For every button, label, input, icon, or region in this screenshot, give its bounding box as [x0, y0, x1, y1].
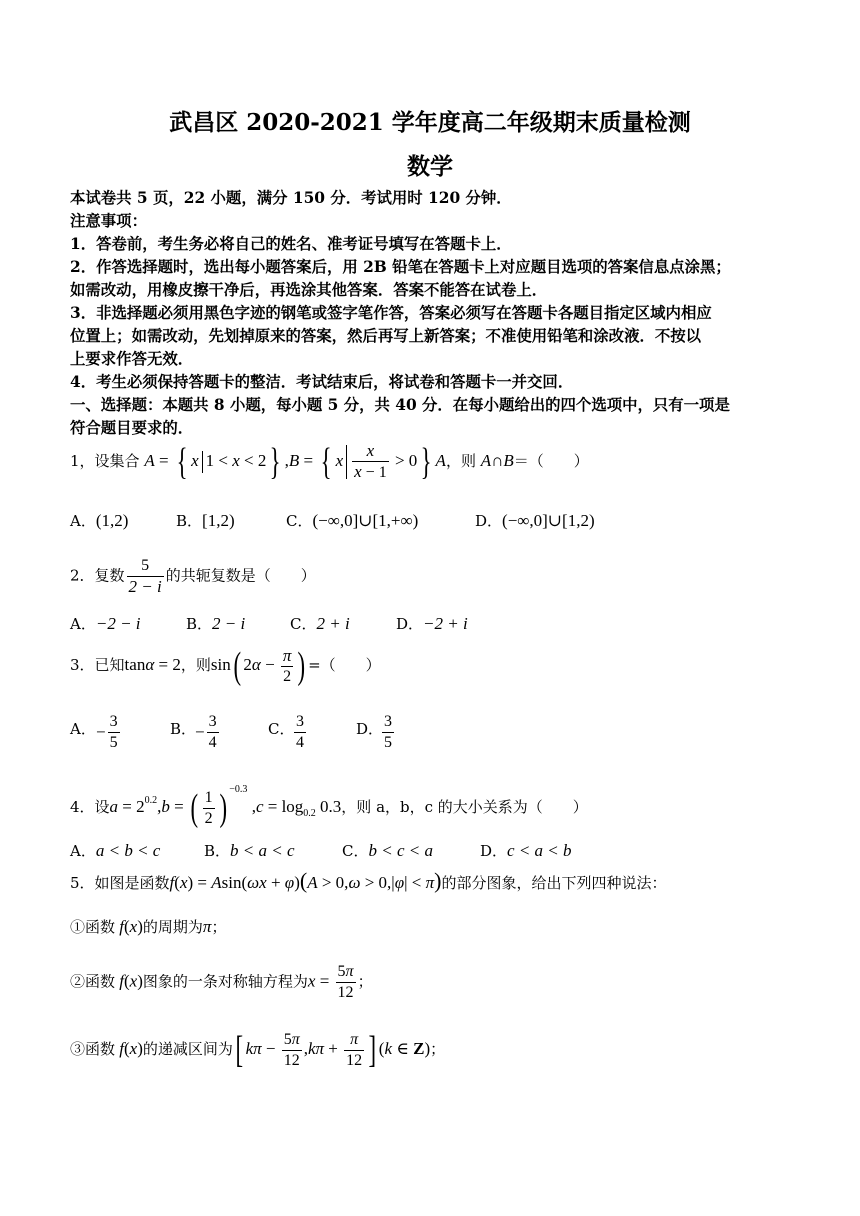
q3-option-b-label: B．: [170, 720, 197, 738]
q3-option-c-num: 3: [294, 712, 306, 733]
q1-options: [70, 510, 770, 534]
q5-statement-1: ①函数 f(x)的周期为π；: [70, 917, 227, 936]
q2-prefix: 2．复数: [70, 566, 125, 585]
question-1: 1，设集合 A = { x 1 < x < 2} ,B = { x $\frac{x}{x - 1}$ > 0} A，则 A∩B＝（ ）: [70, 441, 589, 483]
question-4: 4．设$a = 2^{0.2},b$ = ( $\frac{1}{2}$ ) $^{-0.3}$ $,c = \log_{0.2} 0.3$，则 a，b，c 的大小关系为（ ）: [70, 784, 588, 829]
q5-s2-prefix: ②函数: [70, 972, 116, 991]
q2-option-a-label: A．: [70, 615, 96, 633]
q3-option-d-label: D．: [356, 720, 384, 738]
q4-option-d-label: D．: [480, 842, 508, 860]
notice-1: 1．答卷前，考生务必将自己的姓名、准考证号填写在答题卡上．: [70, 235, 512, 253]
q3-blank: =（ ）: [308, 656, 381, 674]
q2-option-c-label: C．: [290, 615, 317, 633]
q3-option-b-sign: −: [195, 722, 205, 742]
q2-option-a: −2 − i: [95, 614, 141, 633]
question-5: 5．如图是函数f(x) = Asin(ωx + φ)(A > 0,ω > 0,|φ| < π)的部分图象，给出下列四种说法：: [70, 868, 667, 893]
q5-s2-suffix: 图象的一条对称轴方程为: [142, 972, 308, 991]
q1-suffix: ，则: [445, 452, 476, 470]
section-1-heading-a: 一、选择题：本题共 8 小题，每小题 5 分，共 40 分．在每小题给出的四个选项中，只有一项是: [70, 396, 730, 414]
q2-option-d-label: D．: [396, 615, 424, 633]
q1-option-a-label: A．: [70, 512, 96, 530]
q3-option-d-den: 5: [384, 734, 392, 751]
q2-option-b: 2 − i: [212, 614, 246, 633]
notice-3c: 上要求作答无效．: [70, 350, 194, 368]
intro-line: 本试卷共 5 页，22 小题，满分 150 分．考试用时 120 分钟．: [70, 189, 512, 207]
q2-suffix: 的共轭复数是（ ）: [165, 566, 316, 585]
section-1-heading-b: 符合题目要求的．: [70, 419, 194, 437]
q4-option-a-label: A．: [70, 842, 96, 860]
q3-mid: ，则: [180, 656, 211, 674]
q1-option-c: (−∞,0]∪[1,+∞): [312, 511, 419, 530]
q4-option-c: b < c < a: [368, 841, 433, 860]
question-2: [70, 556, 316, 597]
q4-option-b: b < a < c: [230, 841, 295, 860]
q5-suffix: 的部分图象，给出下列四种说法：: [441, 874, 667, 892]
q2-numerator: 5: [127, 556, 164, 577]
q4-suffix: ，则 a，b，c 的大小关系为（ ）: [341, 798, 588, 816]
q2-option-d: −2 + i: [423, 614, 468, 633]
notice-4: 4．考生必须保持答题卡的整洁．考试结束后，将试卷和答题卡一并交回．: [70, 373, 574, 391]
q3-option-a-label: A．: [70, 720, 96, 738]
q2-options: [70, 613, 670, 637]
notice-3a: 3．非选择题必须用黑色字迹的钢笔或签字笔作答，答案必须写在答题卡各题目指定区域内相应: [70, 304, 712, 322]
q2-option-b-label: B．: [186, 615, 213, 633]
q3-option-a-den: 5: [109, 734, 118, 751]
q1-option-b: [1,2): [202, 511, 235, 530]
q3-option-d-num: 3: [382, 712, 394, 733]
q3-option-b-num: 3: [207, 712, 219, 733]
notice-3b: 位置上；如需改动，先划掉原来的答案，然后再写上新答案；不准使用铅笔和涂改液．不按以: [70, 327, 702, 345]
q4-prefix: 4．设: [70, 798, 110, 816]
q3-option-c-den: 4: [296, 734, 304, 751]
exam-title: 武昌区 2020-2021 学年度高二年级期末质量检测: [169, 109, 691, 136]
q1-option-c-label: C．: [286, 512, 313, 530]
q1-prefix: 1，设集合: [70, 452, 140, 470]
q4-option-c-label: C．: [342, 842, 369, 860]
q3-option-b-den: 4: [208, 734, 217, 751]
q3-option-a-num: 3: [108, 712, 120, 733]
q5-prefix: 5．如图是函数: [70, 874, 170, 892]
q3-prefix: 3．已知: [70, 656, 125, 674]
q5-statement-2: ②函数 f(x)图象的一条对称轴方程为x = $\frac{5\pi}{12}$ ；: [70, 963, 373, 1001]
subject-title: 数学: [407, 153, 453, 180]
q5-s1-prefix: ①函数: [70, 918, 116, 936]
q2-denominator: 2 − i: [128, 577, 162, 596]
q1-blank: ＝（ ）: [513, 452, 589, 470]
notice-title: 注意事项：: [70, 212, 147, 230]
q5-s3-prefix: ③函数: [70, 1040, 116, 1058]
question-3: 3．已知tanα = 2，则sin( 2α − $\frac{\pi}{2}$ ) =（ ）: [70, 645, 381, 687]
notice-2a: 2．作答选择题时，选出每小题答案后，用 2B 铅笔在答题卡上对应题目选项的答案信息点涂黑；: [70, 258, 731, 276]
q5-s1-suffix: 的周期为: [142, 918, 203, 936]
q5-s3-suffix: 的递减区间为: [142, 1040, 233, 1058]
q1-option-d-label: D．: [475, 512, 503, 530]
q1-option-d: (−∞,0]∪[1,2): [502, 511, 595, 530]
q3-option-a-sign: −: [96, 722, 106, 742]
q4-option-a: a < b < c: [95, 841, 161, 860]
q1-option-a: (1,2): [95, 511, 129, 530]
q4-option-d: c < a < b: [507, 841, 572, 860]
q4-options: [70, 840, 670, 864]
q5-statement-3: ③函数 f(x)的递减区间为[ kπ − $\frac{5\pi}{12}$ ,kπ + $\frac{\pi}{12}$ ] (k ∈ Z)；: [70, 1029, 446, 1071]
q4-option-b-label: B．: [204, 842, 231, 860]
q3-option-c-label: C．: [268, 720, 295, 738]
notice-2b: 如需改动，用橡皮擦干净后，再选涂其他答案．答案不能答在试卷上．: [70, 281, 548, 299]
q1-option-b-label: B．: [176, 512, 203, 530]
q3-options: [70, 712, 570, 762]
q2-option-c: 2 + i: [316, 614, 350, 633]
